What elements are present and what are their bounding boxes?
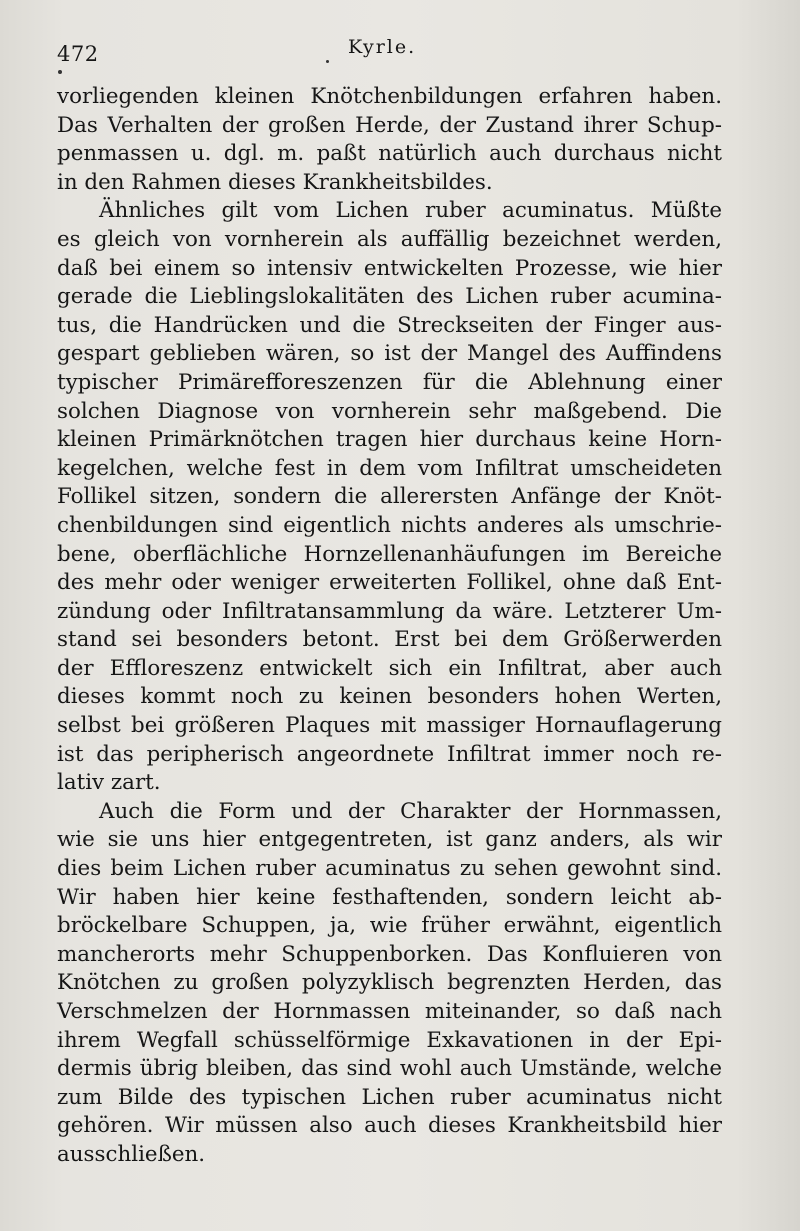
text-line: in den Rahmen dieses Krankheitsbildes.: [57, 169, 493, 195]
text-line: typischer Primärefforeszenzen für die Ablehnung einer: [57, 369, 722, 395]
body-text: [57, 83, 722, 1170]
text-line: zündung oder Infiltratansammlung da wäre. Letzterer Um-: [57, 598, 722, 624]
text-line: gerade die Lieblingslokalitäten des Lichen ruber acumina-: [57, 284, 722, 310]
text-line: dieses kommt noch zu keinen besonders hohen Werten,: [57, 684, 722, 710]
text-line: vorliegenden kleinen Knötchenbildungen erfahren haben.: [57, 84, 722, 109]
text-line: Auch die Form und der Charakter der Hornmassen,: [99, 798, 722, 824]
text-line: dies beim Lichen ruber acuminatus zu sehen gewohnt sind.: [57, 856, 722, 882]
text-line: bröckelbare Schuppen, ja, wie früher erwähnt, eigentlich: [57, 913, 722, 939]
text-line: mancherorts mehr Schuppenborken. Das Konfluieren von: [57, 941, 722, 967]
text-line: chenbildungen sind eigentlich nichts anderes als umschrie-: [57, 512, 722, 538]
text-line: lativ zart.: [57, 770, 161, 796]
text-line: ihrem Wegfall schüsselförmige Exkavationen in der Epi-: [57, 1027, 722, 1053]
text-line: gespart geblieben wären, so ist der Mangel des Auffindens: [57, 341, 722, 367]
text-line: Ähnliches gilt vom Lichen ruber acuminatus. Müßte: [99, 198, 722, 224]
text-line: solchen Diagnose von vornherein sehr maßgebend. Die: [57, 398, 722, 424]
text-line: der Effloreszenz entwickelt sich ein Infiltrat, aber auch: [57, 655, 722, 681]
text-line: zum Bilde des typischen Lichen ruber acuminatus nicht: [57, 1084, 722, 1110]
text-line: es gleich von vornherein als auffällig bezeichnet werden,: [57, 226, 722, 252]
text-line: Das Verhalten der großen Herde, der Zustand ihrer Schup-: [57, 112, 722, 138]
paragraph: [57, 83, 722, 197]
text-line: stand sei besonders betont. Erst bei dem Größerwerden: [57, 627, 722, 653]
running-head: Kyrle.: [348, 36, 417, 58]
paragraph: [57, 197, 722, 797]
text-line: bene, oberflächliche Hornzellenanhäufungen im Bereiche: [57, 541, 722, 567]
text-line: daß bei einem so intensiv entwickelten Prozesse, wie hier: [57, 255, 722, 281]
page-number: 472: [57, 42, 99, 66]
text-line: ist das peripherisch angeordnete Infiltrat immer noch re-: [57, 741, 722, 767]
text-line: Follikel sitzen, sondern die allerersten Anfänge der Knöt-: [57, 484, 722, 510]
text-line: Wir haben hier keine festhaftenden, sondern leicht ab-: [57, 884, 722, 910]
ink-speck: [58, 70, 62, 74]
ink-speck: [326, 60, 329, 63]
text-line: dermis übrig bleiben, das sind wohl auch Umstände, welche: [57, 1056, 722, 1082]
text-line: tus, die Handrücken und die Streckseiten der Finger aus-: [57, 312, 722, 338]
text-line: Knötchen zu großen polyzyklisch begrenzten Herden, das: [57, 970, 722, 996]
text-line: ausschließen.: [57, 1141, 206, 1167]
text-line: kleinen Primärknötchen tragen hier durchaus keine Horn-: [57, 427, 722, 453]
text-line: des mehr oder weniger erweiterten Follikel, ohne daß Ent-: [57, 570, 722, 596]
text-line: gehören. Wir müssen also auch dieses Krankheitsbild hier: [57, 1113, 722, 1139]
text-line: penmassen u. dgl. m. paßt natürlich auch durchaus nicht: [57, 141, 722, 167]
text-line: selbst bei größeren Plaques mit massiger Hornauflagerung: [57, 713, 722, 739]
text-line: wie sie uns hier entgegentreten, ist ganz anders, als wir: [57, 827, 722, 853]
paragraph: [57, 798, 722, 1170]
text-line: kegelchen, welche fest in dem vom Infiltrat umscheideten: [57, 455, 722, 481]
text-line: Verschmelzen der Hornmassen miteinander, so daß nach: [57, 999, 722, 1024]
